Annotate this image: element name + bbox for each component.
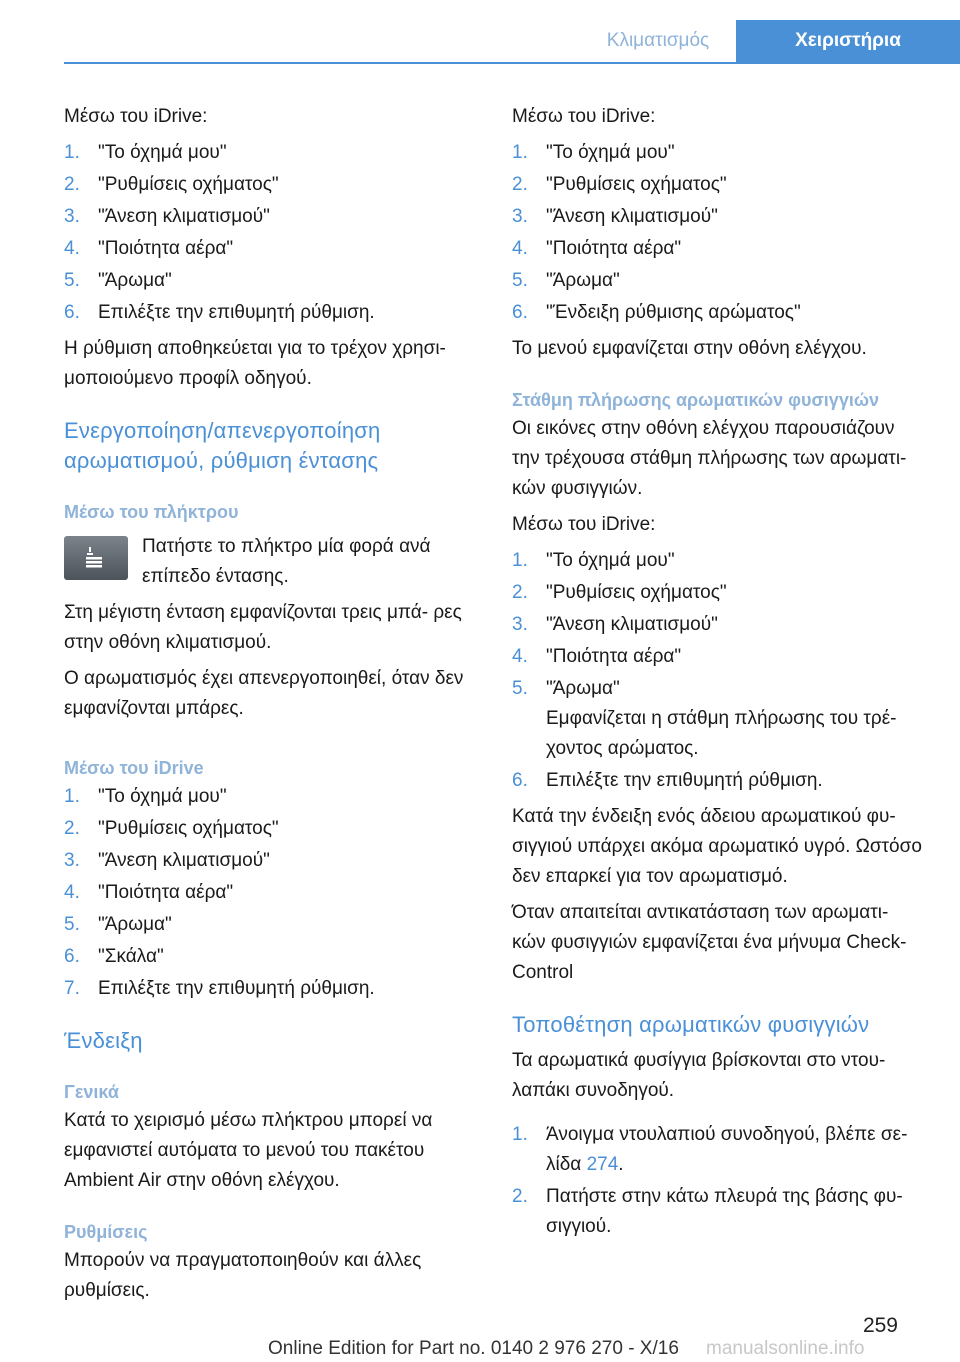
list-item <box>512 1120 922 1180</box>
list-number: 5. <box>512 270 528 291</box>
list-text: "Ποιότητα αέρα" <box>546 238 682 259</box>
list-item <box>64 814 474 844</box>
list-number: 1. <box>64 142 80 163</box>
list-text: "Το όχημά μου" <box>546 550 675 571</box>
list-text: Άνοιγμα ντουλαπιού συνοδηγού, βλέπε σε‐ λίδα <box>546 1124 908 1175</box>
list-text: Επιλέξτε την επιθυμητή ρύθμιση. <box>98 302 375 323</box>
list-number: 2. <box>512 174 528 195</box>
list-number: 2. <box>512 1186 528 1207</box>
paragraph: Μπορούν να πραγματοποιηθούν και άλλες ρυθμίσεις. <box>64 1250 422 1301</box>
list-text: "Ρυθμίσεις οχήματος" <box>546 582 727 603</box>
list-number: 1. <box>64 786 80 807</box>
list-item <box>64 234 474 264</box>
list-subtext: Εμφανίζεται η στάθμη πλήρωσης του τρέ‐ χοντος αρώματος. <box>546 708 897 759</box>
list-item <box>64 878 474 908</box>
list-number: 1. <box>512 142 528 163</box>
list-item <box>512 298 922 328</box>
list-number: 6. <box>512 302 528 323</box>
list-text: "Ποιότητα αέρα" <box>546 646 682 667</box>
list-number: 5. <box>64 914 80 935</box>
list-item <box>64 846 474 876</box>
list-text: "Άνεση κλιματισμού" <box>546 614 718 635</box>
button-illustration-row <box>64 532 474 592</box>
list-text: "Ρυθμίσεις οχήματος" <box>98 174 279 195</box>
list-text: Επιλέξτε την επιθυμητή ρύθμιση. <box>98 978 375 999</box>
list-item <box>512 138 922 168</box>
list-number: 5. <box>64 270 80 291</box>
page-link[interactable]: 274 <box>586 1154 619 1175</box>
watermark: manualsonline.info <box>706 1338 865 1359</box>
list-item <box>512 266 922 296</box>
list-text: "Ρυθμίσεις οχήματος" <box>546 174 727 195</box>
subsection-heading: Μέσω του πλήκτρου <box>64 502 239 522</box>
section-heading: Τοποθέτηση αρωματικών φυσιγγιών <box>512 1012 870 1037</box>
subsection-heading: Μέσω του iDrive <box>64 758 204 778</box>
list-text: "Ένδειξη ρύθμισης αρώματος" <box>546 302 801 323</box>
list-number: 4. <box>512 238 528 259</box>
intro-text: Μέσω του iDrive: <box>64 106 208 127</box>
list-text-end: . <box>618 1154 624 1175</box>
section-heading: Ενεργοποίηση/απενεργοποίηση αρωματισμού, ρύθμιση έντασης <box>64 418 381 473</box>
list-item <box>512 578 922 608</box>
page-header <box>0 20 960 62</box>
list-item <box>64 298 474 328</box>
list-text: "Ποιότητα αέρα" <box>98 238 234 259</box>
list-text: Πατήστε στην κάτω πλευρά της βάσης φυ‐ σιγγιού. <box>546 1186 903 1237</box>
list-item <box>512 766 922 796</box>
list-item <box>64 910 474 940</box>
list-item <box>512 674 922 764</box>
list-text: Επιλέξτε την επιθυμητή ρύθμιση. <box>546 770 823 791</box>
list-text: "Ποιότητα αέρα" <box>98 882 234 903</box>
list-text: "Το όχημά μου" <box>546 142 675 163</box>
paragraph: Το μενού εμφανίζεται στην οθόνη ελέγχου. <box>512 338 867 359</box>
list-number: 4. <box>64 238 80 259</box>
list-text: "Άρωμα" <box>546 678 620 699</box>
list-item <box>512 234 922 264</box>
list-number: 3. <box>64 850 80 871</box>
list-item <box>64 170 474 200</box>
list-text: "Άρωμα" <box>546 270 620 291</box>
subsection-heading: Ρυθμίσεις <box>64 1222 148 1242</box>
list-number: 5. <box>512 678 528 699</box>
paragraph: Κατά το χειρισμό μέσω πλήκτρου μπορεί να εμφανιστεί αυτόματα το μενού του πακέτου Ambient Air στην οθόνη ελέγχου. <box>64 1110 433 1191</box>
list-item <box>512 170 922 200</box>
steps-list <box>512 138 922 328</box>
fragrance-icon <box>84 545 108 569</box>
fragrance-button-image <box>64 536 128 580</box>
list-number: 3. <box>512 206 528 227</box>
list-text: "Το όχημά μου" <box>98 786 227 807</box>
paragraph: Στη μέγιστη ένταση εμφανίζονται τρεις μπά‐ ρες στην οθόνη κλιματισμού. <box>64 602 462 653</box>
list-number: 6. <box>64 302 80 323</box>
list-item <box>512 1182 922 1242</box>
list-number: 6. <box>64 946 80 967</box>
list-number: 4. <box>512 646 528 667</box>
list-item <box>64 138 474 168</box>
paragraph: Τα αρωματικά φυσίγγια βρίσκονται στο ντου‐ λαπάκι συνοδηγού. <box>512 1050 886 1101</box>
paragraph: Όταν απαιτείται αντικατάσταση των αρωματι‐ κών φυσιγγιών εμφανίζεται ένα μήνυμα Check- Control <box>512 902 907 983</box>
header-rule <box>64 62 960 64</box>
list-item <box>512 546 922 576</box>
list-number: 3. <box>512 614 528 635</box>
page-number: 259 <box>862 1314 898 1337</box>
paragraph: Η ρύθμιση αποθηκεύεται για το τρέχον χρησι‐ μοποιούμενο προφίλ οδηγού. <box>64 338 446 389</box>
steps-list <box>512 546 922 796</box>
edition-text: Online Edition for Part no. 0140 2 976 270 - X/16 <box>268 1338 679 1359</box>
list-number: 2. <box>512 582 528 603</box>
list-number: 3. <box>64 206 80 227</box>
chapter-tab: Χειριστήρια <box>736 20 960 62</box>
steps-list <box>64 138 474 328</box>
list-number: 6. <box>512 770 528 791</box>
list-item <box>512 202 922 232</box>
subsection-heading: Στάθμη πλήρωσης αρωματικών φυσιγγιών <box>512 390 880 410</box>
section-heading: Ένδειξη <box>64 1028 143 1053</box>
right-column <box>512 102 922 1244</box>
list-item <box>64 782 474 812</box>
paragraph: Οι εικόνες στην οθόνη ελέγχου παρουσιάζουν την τρέχουσα στάθμη πλήρωσης των αρωματι‐ κών φυσιγγιών. <box>512 418 907 499</box>
list-text: "Άρωμα" <box>98 270 172 291</box>
paragraph: Κατά την ένδειξη ενός άδειου αρωματικού φυ‐ σιγγιού υπάρχει ακόμα αρωματικό υγρό. Ωστόσο δεν επαρκεί για τον αρωματισμό. <box>512 806 922 887</box>
list-number: 1. <box>512 1124 528 1145</box>
list-text: "Άνεση κλιματισμού" <box>98 206 270 227</box>
list-item <box>64 202 474 232</box>
list-number: 2. <box>64 174 80 195</box>
subsection-heading: Γενικά <box>64 1082 119 1102</box>
list-text: "Ρυθμίσεις οχήματος" <box>98 818 279 839</box>
steps-list <box>64 782 474 1004</box>
list-item <box>64 974 474 1004</box>
list-number: 2. <box>64 818 80 839</box>
list-number: 7. <box>64 978 80 999</box>
left-column <box>64 102 474 1306</box>
list-text: "Άνεση κλιματισμού" <box>546 206 718 227</box>
paragraph: Ο αρωματισμός έχει απενεργοποιηθεί, όταν δεν εμφανίζονται μπάρες. <box>64 668 464 719</box>
intro-text: Μέσω του iDrive: <box>512 514 656 535</box>
list-text: "Σκάλα" <box>98 946 164 967</box>
intro-text: Μέσω του iDrive: <box>512 106 656 127</box>
list-text: "Άνεση κλιματισμού" <box>98 850 270 871</box>
list-number: 4. <box>64 882 80 903</box>
page-footer <box>0 1314 960 1360</box>
list-text: "Άρωμα" <box>98 914 172 935</box>
list-item <box>64 266 474 296</box>
list-text: "Το όχημά μου" <box>98 142 227 163</box>
list-item <box>64 942 474 972</box>
steps-list <box>512 1120 922 1242</box>
list-number: 1. <box>512 550 528 571</box>
list-item <box>512 642 922 672</box>
button-instruction: Πατήστε το πλήκτρο μία φορά ανά επίπεδο έντασης. <box>142 536 431 587</box>
section-title: Κλιματισμός <box>606 30 710 51</box>
list-item <box>512 610 922 640</box>
